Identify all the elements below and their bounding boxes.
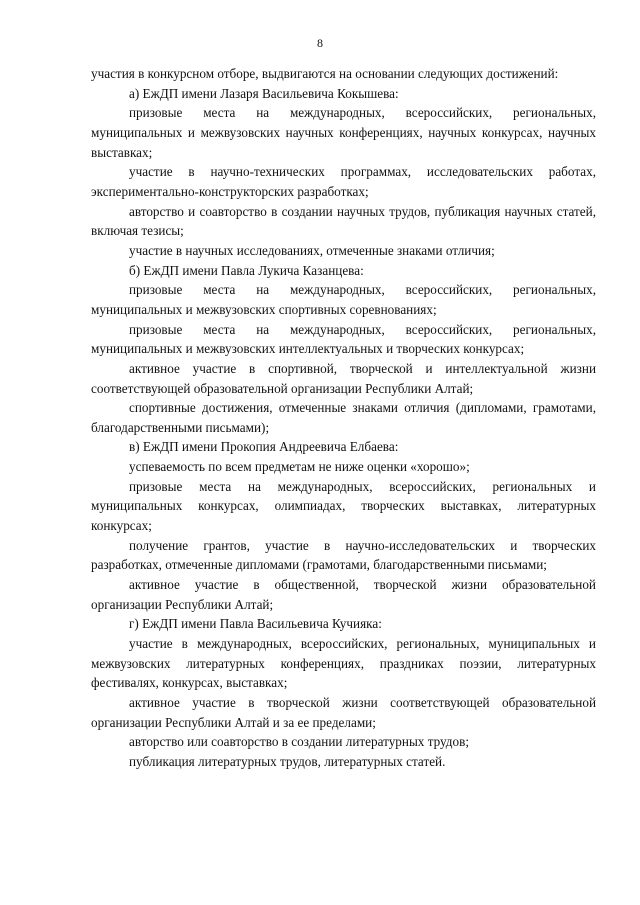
list-item: активное участие в общественной, творческой жизни образовательной организации Республики Алтай;	[91, 577, 596, 612]
list-item: активное участие в спортивной, творческой и интеллектуальной жизни соответствующей образовательной организации Республики Алтай;	[91, 360, 596, 396]
list-item: призовые места на международных, всероссийских, региональных, муниципальных и межвузовских интеллектуальных и творческих конкурсах;	[91, 321, 596, 357]
list-item: участие в научных исследованиях, отмеченные знаками отличия;	[129, 242, 495, 258]
section-heading-b: б) ЕжДП имени Павла Лукича Казанцева:	[129, 262, 364, 278]
section-heading-a: а) ЕжДП имени Лазаря Васильевича Кокышева:	[129, 85, 399, 101]
document-body	[91, 64, 596, 772]
page-number: 8	[317, 36, 323, 50]
list-item: призовые места на международных, всероссийских, региональных, муниципальных и межвузовских спортивных соревнованиях;	[91, 282, 596, 317]
list-item: участие в научно-технических программах, исследовательских работах, экспериментально-конструкторских разработках;	[91, 164, 596, 199]
section-heading-g: г) ЕжДП имени Павла Васильевича Кучияка:	[129, 616, 382, 632]
list-item: призовые места на международных, всероссийских, региональных, муниципальных и межвузовских научных конференциях, научных конкурсах, научных выставках;	[91, 105, 596, 160]
list-item: публикация литературных трудов, литературных статей.	[129, 753, 446, 769]
list-item: участие в международных, всероссийских, региональных, муниципальных и межвузовских литературных конференциях, праздниках поэзии, литературных фестивалях, конкурсах, выставках;	[91, 636, 596, 691]
list-item: спортивные достижения, отмеченные знаками отличия (дипломами, грамотами, благодарственными письмами);	[91, 400, 596, 435]
list-item: авторство и соавторство в создании научных трудов, публикация научных статей, включая тезисы;	[91, 203, 596, 239]
list-item: активное участие в творческой жизни соответствующей образовательной организации Республики Алтай и за ее пределами;	[91, 695, 596, 730]
list-item: авторство или соавторство в создании литературных трудов;	[129, 734, 470, 750]
list-item: призовые места на международных, всероссийских, региональных и муниципальных конкурсах, олимпиадах, творческих выставках, литературных конкурсах;	[91, 478, 596, 534]
paragraph-intro: участия в конкурсном отборе, выдвигаются на основании следующих достижений:	[91, 66, 559, 81]
section-heading-v: в) ЕжДП имени Прокопия Андреевича Елбаева:	[129, 439, 399, 455]
list-item: успеваемость по всем предметам не ниже оценки «хорошо»;	[129, 459, 470, 475]
list-item: получение грантов, участие в научно-исследовательских и творческих разработках, отмеченные дипломами (грамотами, благодарственными письмами;	[91, 537, 596, 573]
